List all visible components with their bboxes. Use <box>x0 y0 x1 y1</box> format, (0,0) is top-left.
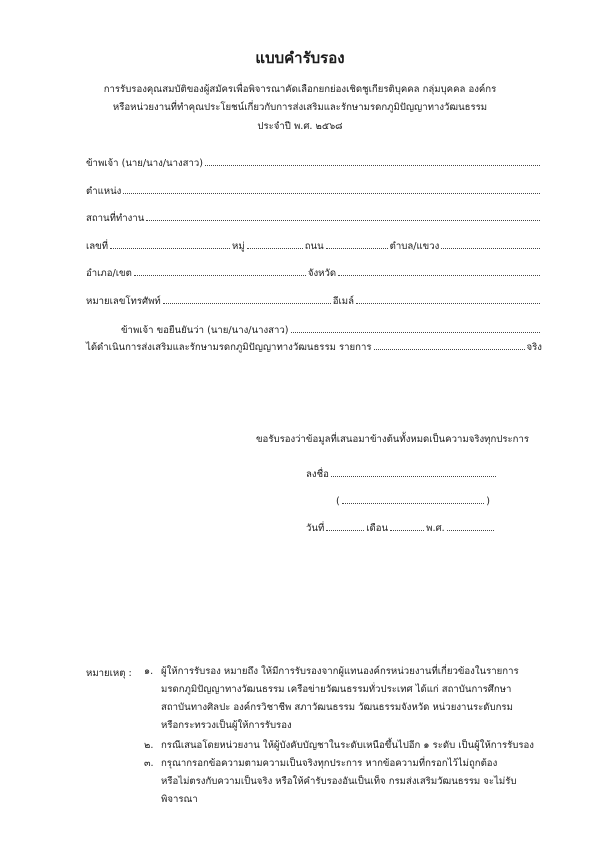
close-paren: ) <box>486 496 490 507</box>
workplace-row <box>86 211 542 226</box>
printed-name-row <box>336 494 490 507</box>
note-3-line-2: หรือไม่ตรงกับความเป็นจริง หรือให้คำรับรองอันเป็นเท็จ กรมส่งเสริมวัฒนธรรม จะไม่รับพิจารณา <box>161 776 517 805</box>
date-label: วันที่ <box>306 523 325 534</box>
note-1-number: ๑. <box>144 666 154 677</box>
confirm-row <box>121 323 542 338</box>
province-label: จังหวัด <box>307 268 337 279</box>
number-label: เลขที่ <box>86 241 109 252</box>
phone-field[interactable] <box>163 294 331 304</box>
year-label: พ.ศ. <box>426 523 445 534</box>
subtitle-line-3: ประจำปี พ.ศ. ๒๕๖๘ <box>257 121 343 132</box>
workplace-field[interactable] <box>146 211 540 221</box>
note-1-line-3: สถาบันทางศิลปะ องค์กรวิชาชีพ สภาวัฒนธรรม วัฒนธรรมจังหวัด หน่วยงานระดับกรม <box>161 702 513 713</box>
note-1-line-4: หรือกระทรวงเป็นผู้ให้การรับรอง <box>161 720 292 731</box>
address-row <box>86 239 542 254</box>
confirm-name-field[interactable] <box>291 323 540 333</box>
sign-row <box>306 467 498 482</box>
position-label: ตำแหน่ง <box>86 186 122 197</box>
email-label: อีเมล์ <box>332 296 354 307</box>
note-2-line-1: กรณีเสนอโดยหน่วยงาน ให้ผู้บังคับบัญชาในระดับเหนือขึ้นไปอีก ๑ ระดับ เป็นผู้ให้การรับรอง <box>161 740 534 751</box>
workplace-label: สถานที่ทำงาน <box>86 213 145 224</box>
certify-statement: ขอรับรองว่าข้อมูลที่เสนอมาข้างต้นทั้งหมดเป็นความจริงทุกประการ <box>256 434 530 445</box>
note-1-line-1: ผู้ให้การรับรอง หมายถึง ให้มีการรับรองจากผู้แทนองค์กรหน่วยงานที่เกี่ยวข้องในรายการ <box>161 666 519 677</box>
district-row <box>86 266 542 281</box>
road-label: ถนน <box>304 241 324 252</box>
position-field[interactable] <box>123 184 540 194</box>
performed-label: ได้ดำเนินการส่งเสริมและรักษามรดกภูมิปัญญาทางวัฒนธรรม รายการ <box>86 342 372 353</box>
name-row <box>86 156 542 171</box>
date-row <box>306 521 496 536</box>
note-3-number: ๓. <box>144 758 154 769</box>
item-field[interactable] <box>374 340 525 350</box>
open-paren: ( <box>336 496 340 507</box>
subtitle-line-2: หรือหน่วยงานที่ทำคุณประโยชน์เกี่ยวกับการส่งเสริมและรักษามรดกภูมิปัญญาทางวัฒนธรรม <box>112 102 488 113</box>
phone-label: หมายเลขโทรศัพท์ <box>86 296 161 307</box>
name-field[interactable] <box>205 156 540 166</box>
moo-label: หมู่ <box>232 241 245 252</box>
date-field[interactable] <box>326 521 364 531</box>
contact-row <box>86 294 542 309</box>
note-2-number: ๒. <box>144 740 154 751</box>
moo-field[interactable] <box>247 239 303 249</box>
true-label: จริง <box>526 342 542 353</box>
subtitle-line-1: การรับรองคุณสมบัติของผู้สมัครเพื่อพิจารณาคัดเลือกยกย่องเชิดชูเกียรติบุคคล กลุ่มบุคคล องค์กร <box>103 84 497 95</box>
district-label: อำเภอ/เขต <box>86 268 132 279</box>
position-row <box>86 184 542 199</box>
sign-label: ลงชื่อ <box>306 469 329 480</box>
printed-name-field[interactable] <box>342 494 485 504</box>
notes-heading: หมายเหตุ : <box>86 668 132 679</box>
subdistrict-field[interactable] <box>441 239 540 249</box>
road-field[interactable] <box>326 239 388 249</box>
month-field[interactable] <box>390 521 424 531</box>
subdistrict-label: ตำบล/แขวง <box>389 241 440 252</box>
email-field[interactable] <box>356 294 540 304</box>
district-field[interactable] <box>134 266 306 276</box>
performed-row <box>86 340 542 355</box>
year-field[interactable] <box>447 521 494 531</box>
signature-field[interactable] <box>331 467 496 477</box>
note-3-line-1: กรุณากรอกข้อความตามความเป็นจริงทุกประการ หากข้อความที่กรอกไว้ไม่ถูกต้อง <box>161 758 498 769</box>
province-field[interactable] <box>338 266 540 276</box>
confirm-label: ข้าพเจ้า ขอยืนยันว่า (นาย/นาง/นางสาว) <box>121 325 289 336</box>
month-label: เดือน <box>366 523 389 534</box>
name-label: ข้าพเจ้า (นาย/นาง/นางสาว) <box>86 158 204 169</box>
form-title: แบบคำรับรอง <box>255 49 345 67</box>
number-field[interactable] <box>110 239 230 249</box>
note-1-line-2: มรดกภูมิปัญญาทางวัฒนธรรม เครือข่ายวัฒนธรรมทั่วประเทศ ได้แก่ สถาบันการศึกษา <box>161 684 512 695</box>
